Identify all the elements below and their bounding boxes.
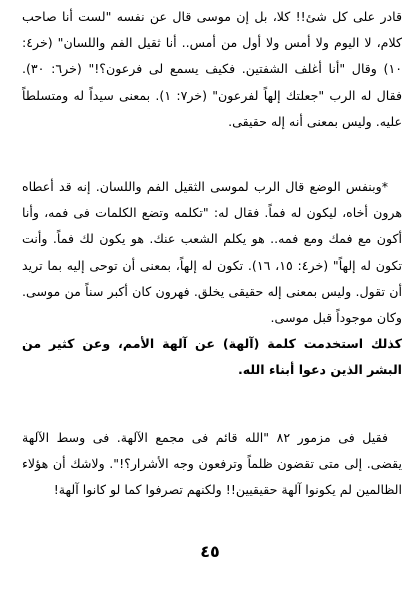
paragraph-block-3 (22, 425, 402, 504)
paragraph-1: قادر على كل شئ!! كلا، بل إن موسى قال عن نفسه "لست أنا صاحب كلام، لا اليوم ولا أمس ولا أول من أمس.. أنا ثقيل الفم واللسان" (خر٤: ١٠) وقال "أنا أغلف الشفتين. فكيف يسمع لى فرعون؟!" (خر٦: ٣٠). فقال له الرب "جعلتك إلهاً لفرعون" (خر٧: ١). بمعنى سيداً له ومتسلطاً عليه. وليس بمعنى أنه إله حقيقى. (22, 9, 403, 129)
paragraph-block-2 (22, 174, 402, 384)
page-number: ٤٥ (200, 542, 220, 561)
paragraph-block-1 (22, 4, 402, 135)
paragraph-2: *وبنفس الوضع قال الرب لموسى الثقيل الفم واللسان. إنه قد أعطاه هرون أخاه، ليكون له فماً. فقال له: "تكلمه وتضع الكلمات فى فمه، وأنا أكون مع فمك ومع فمه.. هو يكلم الشعب عنك. هو يكون لك فماً. وأنت تكون له إلهاً" (خر٤: ١٥، ١٦). تكون له إلهاً، بمعنى أن توحى إليه بما تريد أن تقول. وليس بمعنى إله حقيقى يخلق. فهرون كان أكبر سناً من موسى. وكان موجوداً قبل موسى. (22, 179, 402, 326)
paragraph-3: فقيل فى مزمور ٨٢ "الله قائم فى مجمع الآلهة. فى وسط الآلهة يقضى. إلى متى تقضون ظلماً وترفعون وجه الأشرار؟!". ولاشك أن هؤلاء الظالمين لم يكونوا آلهة حقيقيين!! ولكنهم تصرفوا كما لو كانوا آلهة! (22, 430, 402, 498)
bold-statement: كذلك استخدمت كلمة (آلهة) عن آلهة الأمم، وعن كثير من البشر الذين دعوا أبناء الله. (22, 336, 402, 378)
